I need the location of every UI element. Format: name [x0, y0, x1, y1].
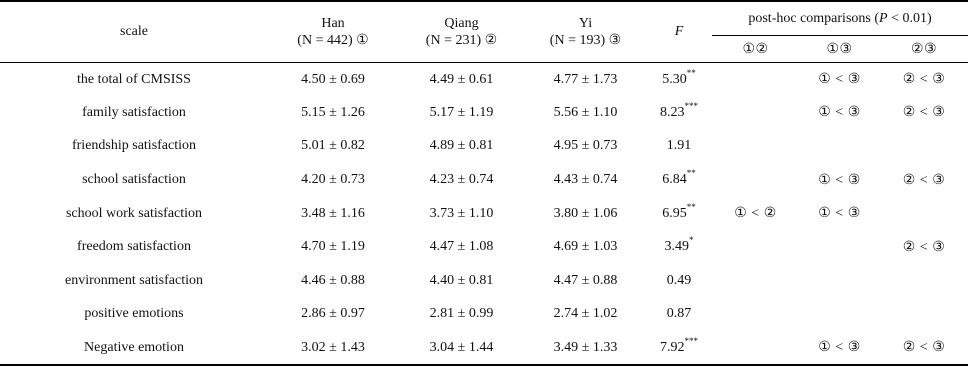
cell-qiang: 3.04 ± 1.44: [398, 331, 525, 365]
cell-f: [646, 298, 712, 332]
cell-posthoc-12: [712, 264, 799, 298]
header-qiang-marker: ②: [484, 33, 498, 48]
cell-han: 5.01 ± 0.82: [301, 138, 365, 154]
cell-posthoc-23: ② < ③: [902, 105, 946, 121]
cell-yi: 4.77 ± 1.73: [553, 71, 618, 87]
cell-han: 4.50 ± 0.69: [301, 71, 365, 87]
cell-posthoc-12: [712, 298, 799, 332]
cell-f: [646, 63, 712, 97]
cell-han: 3.02 ± 1.43: [268, 331, 398, 365]
header-qiang: [398, 1, 525, 63]
header-han-n: (N = 442): [297, 33, 353, 48]
header-qiang-name: Qiang: [444, 16, 479, 31]
header-f: F: [646, 1, 712, 63]
cell-yi: 4.95 ± 0.73: [553, 138, 618, 154]
table-body: [0, 63, 968, 365]
cell-posthoc-12: [712, 331, 799, 365]
cell-scale: Negative emotion: [0, 331, 268, 365]
cell-posthoc-12: ① < ②: [734, 206, 777, 222]
cell-qiang: 2.81 ± 0.99: [429, 306, 494, 322]
cell-posthoc-13: ① < ③: [818, 172, 861, 188]
cell-qiang: 5.17 ± 1.19: [429, 104, 494, 120]
cell-han: 4.46 ± 0.88: [301, 272, 365, 288]
cell-posthoc-23: ② < ③: [902, 239, 946, 255]
cell-posthoc-13: ① < ③: [818, 72, 861, 88]
cell-posthoc-13: [799, 264, 880, 298]
cell-yi: 4.69 ± 1.03: [553, 239, 618, 255]
cell-han: 5.15 ± 1.26: [301, 104, 365, 120]
cell-posthoc-23: ② < ③: [902, 72, 946, 88]
table-row: [0, 298, 968, 332]
f-value: 5.30: [662, 71, 687, 87]
cell-posthoc-13: [799, 130, 880, 164]
f-value: 8.23: [660, 104, 685, 120]
header-pair-12: ①②: [712, 36, 799, 63]
cell-f: [646, 197, 712, 231]
cell-yi: 3.80 ± 1.06: [553, 205, 618, 221]
header-han: [268, 1, 398, 63]
table-row: [0, 331, 968, 365]
cell-f: [646, 96, 712, 130]
cell-scale: school work satisfaction: [65, 205, 203, 221]
header-yi-marker: ③: [608, 33, 622, 48]
significance-stars: ***: [684, 335, 698, 346]
cell-posthoc-13: ① < ③: [799, 331, 880, 365]
cell-posthoc-13: [799, 230, 880, 264]
cell-posthoc-12: [712, 163, 799, 197]
header-yi-n: (N = 193): [549, 33, 606, 48]
f-value: 0.87: [666, 306, 692, 322]
header-han-name: Han: [321, 16, 345, 31]
header-posthoc-p: P: [879, 10, 888, 26]
cell-scale: school satisfaction: [82, 172, 186, 188]
f-value: 7.92: [660, 339, 685, 355]
cell-han: 3.48 ± 1.16: [301, 205, 365, 221]
cell-han: 2.86 ± 0.97: [301, 306, 365, 322]
significance-stars: *: [689, 235, 694, 246]
cell-han: 4.20 ± 0.73: [301, 172, 365, 188]
cell-f: [646, 331, 712, 365]
cell-yi: 4.43 ± 0.74: [553, 172, 618, 188]
header-posthoc-prefix: post-hoc comparisons (: [748, 10, 880, 26]
table-row: [0, 163, 968, 197]
cell-yi: 2.74 ± 1.02: [553, 306, 618, 322]
table-row: [0, 130, 968, 164]
cell-scale: environment satisfaction: [64, 272, 204, 288]
cell-qiang: 4.89 ± 0.81: [429, 138, 494, 154]
f-value: 6.84: [662, 172, 687, 188]
cell-posthoc-23: [880, 197, 968, 231]
f-value: 6.95: [662, 205, 687, 221]
cell-yi: 5.56 ± 1.10: [553, 104, 618, 120]
cell-scale: friendship satisfaction: [71, 138, 197, 154]
cell-posthoc-13: ① < ③: [818, 105, 861, 121]
cell-yi: 4.47 ± 0.88: [553, 272, 618, 288]
cell-posthoc-23: [880, 264, 968, 298]
cell-posthoc-12: [712, 96, 799, 130]
cell-posthoc-12: [712, 130, 799, 164]
cell-qiang: 4.23 ± 0.74: [429, 172, 494, 188]
cell-posthoc-23: ② < ③: [880, 331, 968, 365]
significance-stars: **: [686, 201, 696, 212]
cell-f: [646, 230, 712, 264]
cell-qiang: 4.40 ± 0.81: [429, 272, 494, 288]
header-yi-name: Yi: [578, 16, 593, 31]
cell-scale: family satisfaction: [82, 104, 186, 120]
f-value: 3.49: [664, 239, 689, 255]
cell-posthoc-12: [712, 230, 799, 264]
cell-han: 4.70 ± 1.19: [301, 239, 365, 255]
cell-scale: positive emotions: [84, 306, 184, 322]
header-pair-23: ②③: [880, 36, 968, 63]
cell-posthoc-23: [880, 298, 968, 332]
f-value: 1.91: [666, 138, 692, 154]
significance-stars: ***: [684, 100, 698, 111]
table-row: [0, 96, 968, 130]
cell-scale: freedom satisfaction: [77, 239, 191, 255]
header-posthoc: [712, 1, 968, 36]
cell-qiang: 4.49 ± 0.61: [429, 71, 494, 87]
cell-qiang: 3.73 ± 1.10: [429, 205, 494, 221]
header-qiang-n: (N = 231): [425, 33, 482, 48]
cell-scale: the total of CMSISS: [77, 71, 191, 87]
cell-f: [646, 163, 712, 197]
cell-posthoc-23: ② < ③: [902, 172, 946, 188]
header-pair-13: ①③: [799, 36, 880, 63]
cell-qiang: 4.47 ± 1.08: [429, 239, 494, 255]
header-scale: scale: [0, 1, 268, 63]
header-han-marker: ①: [356, 33, 369, 48]
table-row: [0, 197, 968, 231]
cell-posthoc-13: [799, 298, 880, 332]
table-row: [0, 63, 968, 97]
table-row: [0, 264, 968, 298]
cell-posthoc-12: [712, 63, 799, 97]
significance-stars: **: [686, 67, 696, 78]
cell-posthoc-23: [880, 130, 968, 164]
header-posthoc-suffix: < 0.01): [887, 10, 932, 26]
f-value: 0.49: [666, 272, 692, 288]
cell-f: [646, 264, 712, 298]
cell-posthoc-13: ① < ③: [818, 206, 861, 222]
significance-stars: **: [686, 168, 696, 179]
cell-f: [646, 130, 712, 164]
table-row: [0, 230, 968, 264]
cell-yi: 3.49 ± 1.33: [525, 331, 646, 365]
header-yi: [525, 1, 646, 63]
